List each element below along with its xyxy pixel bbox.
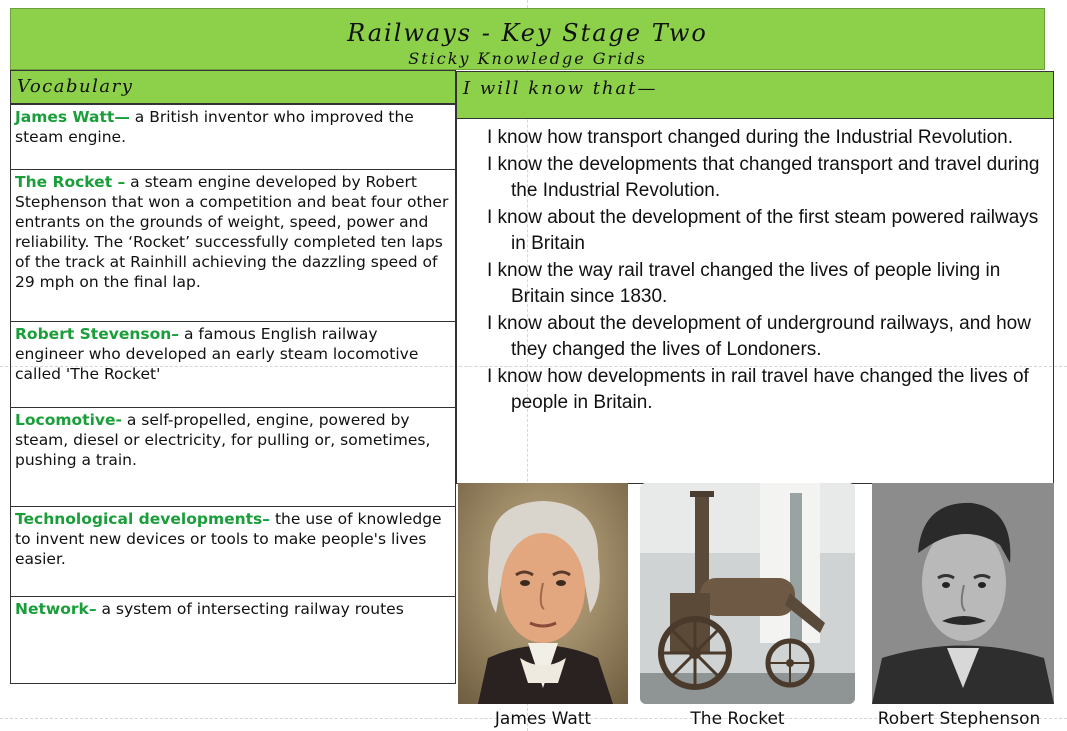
vocabulary-definition: a famous English railway engineer who developed an early steam locomotive called 'The Rocket' — [15, 325, 419, 383]
vocabulary-term: Network– — [15, 600, 97, 618]
vocabulary-term: The Rocket – — [15, 173, 126, 191]
vocabulary-item — [11, 596, 455, 683]
knowledge-item: I know how transport changed during the Industrial Revolution. — [487, 127, 1013, 148]
knowledge-item: I know the way rail travel changed the lives of people living in Britain since 1830. — [487, 259, 1001, 307]
photo-caption: The Rocket — [690, 709, 785, 729]
james-watt-portrait — [458, 483, 628, 704]
vocabulary-item — [11, 105, 455, 169]
vocabulary-heading: Vocabulary — [10, 70, 456, 104]
vocabulary-term: Technological developments– — [15, 510, 271, 528]
vocabulary-definition: a system of intersecting railway routes — [96, 600, 404, 618]
vocabulary-definition: a self-propelled, engine, powered by steam, diesel or electricity, for pulling or, sometimes, pushing a train. — [15, 411, 431, 469]
vocabulary-item — [11, 407, 455, 506]
knowledge-heading: I will know that— — [456, 71, 1054, 119]
knowledge-item: I know about the development of the first steam powered railways in Britain — [487, 206, 1039, 254]
robert-stephenson-portrait — [872, 483, 1054, 704]
vocabulary-term: James Watt— — [15, 108, 130, 126]
knowledge-item: I know the developments that changed transport and travel during the Industrial Revolution. — [487, 153, 1040, 201]
knowledge-list — [487, 125, 1052, 417]
vocabulary-definition: the use of knowledge to invent new devices or tools to make people's lives easier. — [15, 510, 442, 568]
vocabulary-item — [11, 169, 455, 321]
vocabulary-item — [11, 321, 455, 407]
the-rocket-photo — [640, 483, 855, 704]
photo-caption: Robert Stephenson — [877, 709, 1041, 729]
knowledge-item: I know how developments in rail travel have changed the lives of people in Britain. — [487, 365, 1029, 413]
vocabulary-term: Robert Stevenson– — [15, 325, 180, 343]
photo-caption: James Watt — [494, 709, 592, 729]
vocabulary-table — [10, 104, 456, 684]
vocabulary-item — [11, 506, 455, 596]
vocabulary-term: Locomotive- — [15, 411, 122, 429]
page-subtitle: Sticky Knowledge Grids — [408, 49, 647, 68]
vocabulary-definition: a British inventor who improved the steam engine. — [15, 108, 414, 146]
knowledge-panel — [456, 119, 1054, 484]
page-header — [10, 8, 1045, 70]
page-title: Railways - Key Stage Two — [347, 19, 708, 47]
knowledge-item: I know about the development of underground railways, and how they changed the lives of Londoners. — [487, 312, 1031, 360]
vocabulary-definition: a steam engine developed by Robert Stephenson that won a competition and beat four other entrants on the grounds of weight, speed, power and reliability. The ‘Rocket’ successfully completed ten laps of the track at Rainhill achieving the dazzling speed of 29 mph on the final lap. — [15, 173, 449, 291]
